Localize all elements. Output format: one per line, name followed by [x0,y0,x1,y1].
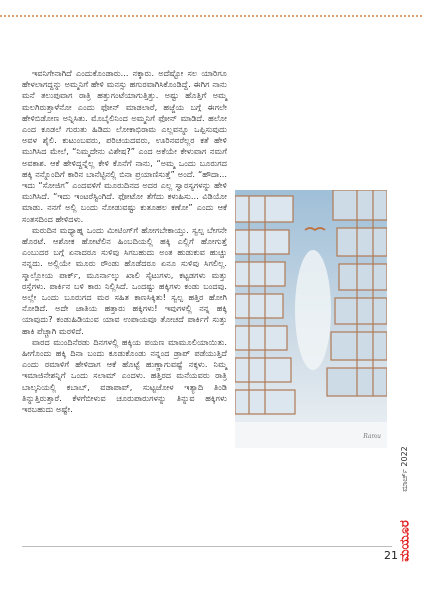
article-paragraph-3: ವಾರದ ಮುಂದಿನೆರಡು ದಿನಗಳಲ್ಲಿ ಹಕ್ಕಿಯ ಪಯಣ ಮಾಮೂಲಿಯಾಯಿತು. ಹೀಗೊಂದು ಹಕ್ಕಿ ದಿನಾ ಬಂದು ಕೂಡುಕೊಂಡು ನನ್ನಂದ ಡ್ರಾಪ್ ಪಡೆಯುತ್ತಿದೆ ಎಂದು ರಮಾಳಿಗೆ ಹೇಳಿದಾಗ ಆಕೆ ಹೊಟ್ಟೆ ಹುಣ್ಣಾಗುವಷ್ಟೆ ನಕ್ಕಳು. ನಿಮ್ಮ ಇಮಾಜಿನೇಶನ್ನಿಗೆ ಒಂದು ಸಲಾಮ್ ಎಂದಳು. ಹತ್ತಿರದ ಮನೆಯವರು ರಾತ್ರಿ ಬಾಲ್ಕನಿಯಲ್ಲಿ ಕಬಾಬ್, ವಡಾಪಾವ್, ಸುಟ್ಟಜೋಳ ಇತ್ಯಾದಿ ತಿಂಡಿ ತಿನ್ನುತ್ತಿರುತ್ತಾರೆ. ಕೆಳಗೆಬೀಳುವ ಚೂರುಪಾರುಗಳನ್ನು ತಿನ್ನುವ ಹಕ್ಕಿಗಳು ಇರಬಹುದು ಅಷ್ಟೇ. [22,336,227,415]
article-paragraph-1: ಇವನಿಗೇನಾಗಿದೆ ಎಂದುಕೊಂಡಾರು... ನಕ್ಕಾರು. ಅದೆಷ್ಟೋ ಸಲ ಯಾರಿಗೂ ಹೇಳಲಾಗದ್ದನ್ನು ಅಮ್ಮನಿಗೆ ಹೇಳಿ ಮನಸ್ಸು ಹಗುರವಾಗಿಸಿಕೊಂಡಿದ್ದೆ. ಈಗಿಗ ನಾನು ಮನೆ ತಲುಪುವಾಗ ರಾತ್ರಿ ಹತ್ತುಗಂಟೆಯಾಗುತ್ತಿತ್ತು. ಅಷ್ಟು ಹೊತ್ತಿಗೆ ಅಮ್ಮ ಮಲಗಿರುತ್ತಾಳೆನೋ ಎಂದು ಫೋನ್ ಮಾಡಲಾರೆ, ಹಜ್ಜೆಯ ಬಗ್ಗೆ ಈಗಲೇ ಹೇಳಿಬಿಡೋಣ ಅನ್ನಿಸಿತು. ಮೊಬೈಲಿನಿಂದ ಅಮ್ಮನಿಗೆ ಫೋನ್ ಮಾಡಿದೆ. ಹಲೋ ಎಂದ ಕೂಡಲೆ ಗುರುತು ಹಿಡಿದು ಲೋಕಾಭಿರಾಮ ಎಲ್ಲವನ್ನೂ ಒಪ್ಪಿಸುವುದು ಅವಳ ಶೈಲಿ. ಕುಟುಂಬವರು, ಪರಿಚಯದವರು, ಊರಿನವರೆಲ್ಲರ ಕತೆ ಹೇಳಿ ಮುಗಿಸಿದ ಮೇಲೆ, “ನಿಮ್ಮದೇನು ವಿಶೇಷ?” ಎಂದ ಅಕೆಯೇ ಕೇಳುವಾಗ ನಮಗೆ ಅವಕಾಶ. ಆಕೆ ಹೇಳಿದ್ದನ್ನೆಲ್ಲ ಕೇಳಿ ಕೊನೆಗೆ ನಾನು, “ಅಮ್ಮ ಒಂದು ಬೂರುಗದ ಹಕ್ಕಿ ನನ್ನೊಂದಿಗೆ ಕಾರಿನ ಬಾನೆಟ್ಟಿನಲ್ಲಿ ಬಿನಾ ಪ್ರಯಾಣಿಸುತ್ತೆ” ಅಂದೆ. “ಹೌದಾ... ಇದು “ಸೋಜಿಗ” ಎಂದವಳಿಗೆ ಮೂರುದಿನದ ಅದರ ಎಲ್ಲ ಸ್ವಾರಸ್ಯಗಳನ್ನು ಹೇಳಿ ಮುಗಿಸಿದೆ. “ಇದು ಇಂಟರೆಸ್ಟಿಂಗಿದೆ. ಫೋಟೋ ತೆಗೆದು ಕಳುಹಿಸು... ವಿಡಿಯೋ ಮಾಡು. ನನಗೆ ಅಲ್ಲಿ ಬಂದು ನೋಡುವಷ್ಟು ಕುತೂಹಲ ಕಣೋ” ಎಂದು ಆಕೆ ಸಂತಸದಿಂದ ಹೇಳಿದಳು. [22,68,227,224]
light-shaft [295,250,331,370]
issue-date: ಮಾರ್ಚ್ 2022 [400,446,409,492]
masthead-block [395,518,415,564]
article-paragraph-2: ಮರುದಿನ ಮಧ್ಯಾಹ್ನ ಒಂದು ಮೀಟಿಂಗ್‌ಗೆ ಹೋಗಬೇಕಾಯ್ತು. ಸ್ವಲ್ಪ ಬೇಗನೇ ಹೊರಟೆ. ಆಶೋಕ ಹೋಟೆಲಿನ ಹಿಂಬದಿಯಲ್ಲಿ ಹಕ್ಕಿ ಎಲ್ಲಿಗೆ ಹೋಗುತ್ತೆ ಎಂಬುದರ ಬಗ್ಗೆ ಏನಾದರೂ ಸುಳಿವು ಸಿಗಬಹುದು ಅಂತ ಹುಡುಕುವ ಹುಚ್ಚು ನನ್ನದು. ಅಲ್ಲಿಯೇ ಮೂರು ರೌಂಡು ಹೊಡೆದರೂ ಏನೂ ಸುಳಿವು ಸಿಗಲಿಲ್ಲ. ಸ್ಮಾಲ್ಲೋಯ ಪಾರ್ಕ್, ಮೂರ್ನಾಲ್ಕು ಖಾಲಿ ಸೈಟುಗಳು, ಕಟ್ಟಡಗಳು ಮತ್ತು ರಸ್ತೆಗಳು. ಪಾರ್ಕಿನ ಬಳಿ ಕಾರು ನಿಲ್ಲಿಸಿದೆ. ಒಂದಷ್ಟು ಹಕ್ಕಿಗಳು ಕಂಡು ಬಂದವು. ಅಲ್ಲೇ ಒಂದು ಬೂರುಗದ ಮರ ಸಹಿತ ಕಾಣಸಿಕ್ಕಿತು! ಸ್ವಲ್ಪ ಹತ್ತಿರ ಹೋಗಿ ನೋಡಿದೆ. ಅದೇ ಜಾತಿಯ ಹತ್ತಾರು ಹಕ್ಕಿಗಳು! ಇವುಗಳಲ್ಲಿ ನನ್ನ ಹಕ್ಕಿ ಯಾವುದು? ಕಂಡುಹಿಡಿಯುವ ಯಾವ ಉಪಾಯವೂ ತೋಚದೆ ಪಾರ್ಕಿಗೆ ಸುತ್ತು ಹಾಕಿ ಪೆಚ್ಚಾಗಿ ಮರಳಿದೆ. [22,224,227,336]
footer-strip [393,410,417,600]
building-facade-illustration [235,190,387,448]
issue-date-block [393,434,417,504]
top-dotted-rule [0,15,422,17]
footer-rule [22,546,392,547]
article-body [22,68,387,518]
artist-signature: Ramu [363,432,381,440]
page-number: 21 [384,549,398,562]
masthead-logo: ಮಯೂರ [397,520,413,562]
illustration [235,190,387,448]
